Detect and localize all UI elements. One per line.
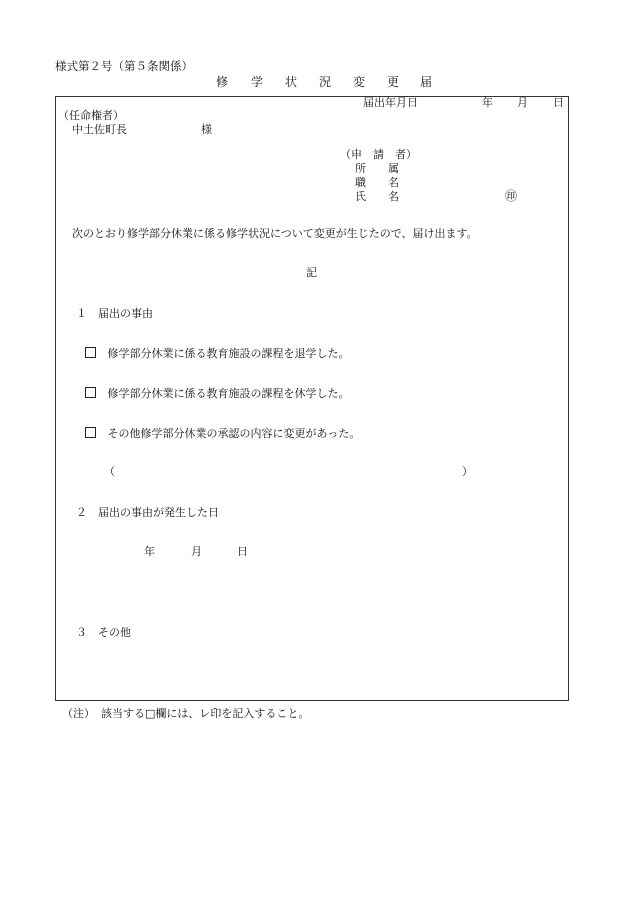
date-label: 届出年月日 [363, 96, 418, 109]
title-char: 状 [285, 75, 298, 89]
section2-heading: ２ 届出の事由が発生した日 [76, 506, 219, 519]
occur-day: 日 [237, 545, 248, 558]
authority-honorific: 様 [201, 123, 212, 136]
checkbox[interactable] [85, 427, 96, 438]
title-char: 更 [387, 75, 400, 89]
name-label: 氏 名 [355, 190, 399, 203]
date-day: 日 [553, 96, 564, 109]
note-label: （注） [62, 707, 95, 720]
option-row [85, 387, 350, 399]
section3-heading: ３ その他 [76, 626, 131, 639]
option-text: 修学部分休業に係る教育施設の課程を退学した。 [107, 347, 350, 360]
title-char: 況 [319, 75, 332, 89]
seal-icon: ㊞ [505, 189, 518, 203]
occur-month: 月 [191, 545, 202, 558]
note-text: 該当する□欄には、レ印を記入すること。 [101, 707, 310, 720]
checkbox[interactable] [85, 347, 96, 358]
authority-name: 中土佐町長 [72, 123, 127, 136]
date-month: 月 [517, 96, 528, 109]
position-label: 職 名 [355, 176, 399, 189]
title-char: 修 [216, 75, 229, 89]
checkbox[interactable] [85, 387, 96, 398]
section1-heading: １ 届出の事由 [76, 307, 153, 320]
date-year: 年 [482, 96, 493, 109]
intro-text: 次のとおり修学部分休業に係る修学状況について変更が生じたので、届け出ます。 [72, 227, 478, 240]
title-char: 学 [251, 75, 264, 89]
applicant-label: （申 請 者） [340, 148, 417, 161]
option-text: 修学部分休業に係る教育施設の課程を休学した。 [107, 387, 350, 400]
paren-open: （ [104, 465, 115, 478]
form-label: 様式第２号（第５条関係） [55, 59, 193, 73]
ki-mark: 記 [306, 266, 317, 279]
option-text: その他修学部分休業の承認の内容に変更があった。 [107, 427, 361, 440]
option-row [85, 427, 360, 439]
paren-close: ） [462, 465, 473, 478]
authority-label: （任命権者） [58, 109, 124, 122]
title-char: 変 [353, 75, 366, 89]
occur-year: 年 [144, 545, 155, 558]
option-row [85, 347, 350, 359]
title-char: 届 [420, 75, 433, 89]
affiliation-label: 所 属 [355, 162, 399, 175]
